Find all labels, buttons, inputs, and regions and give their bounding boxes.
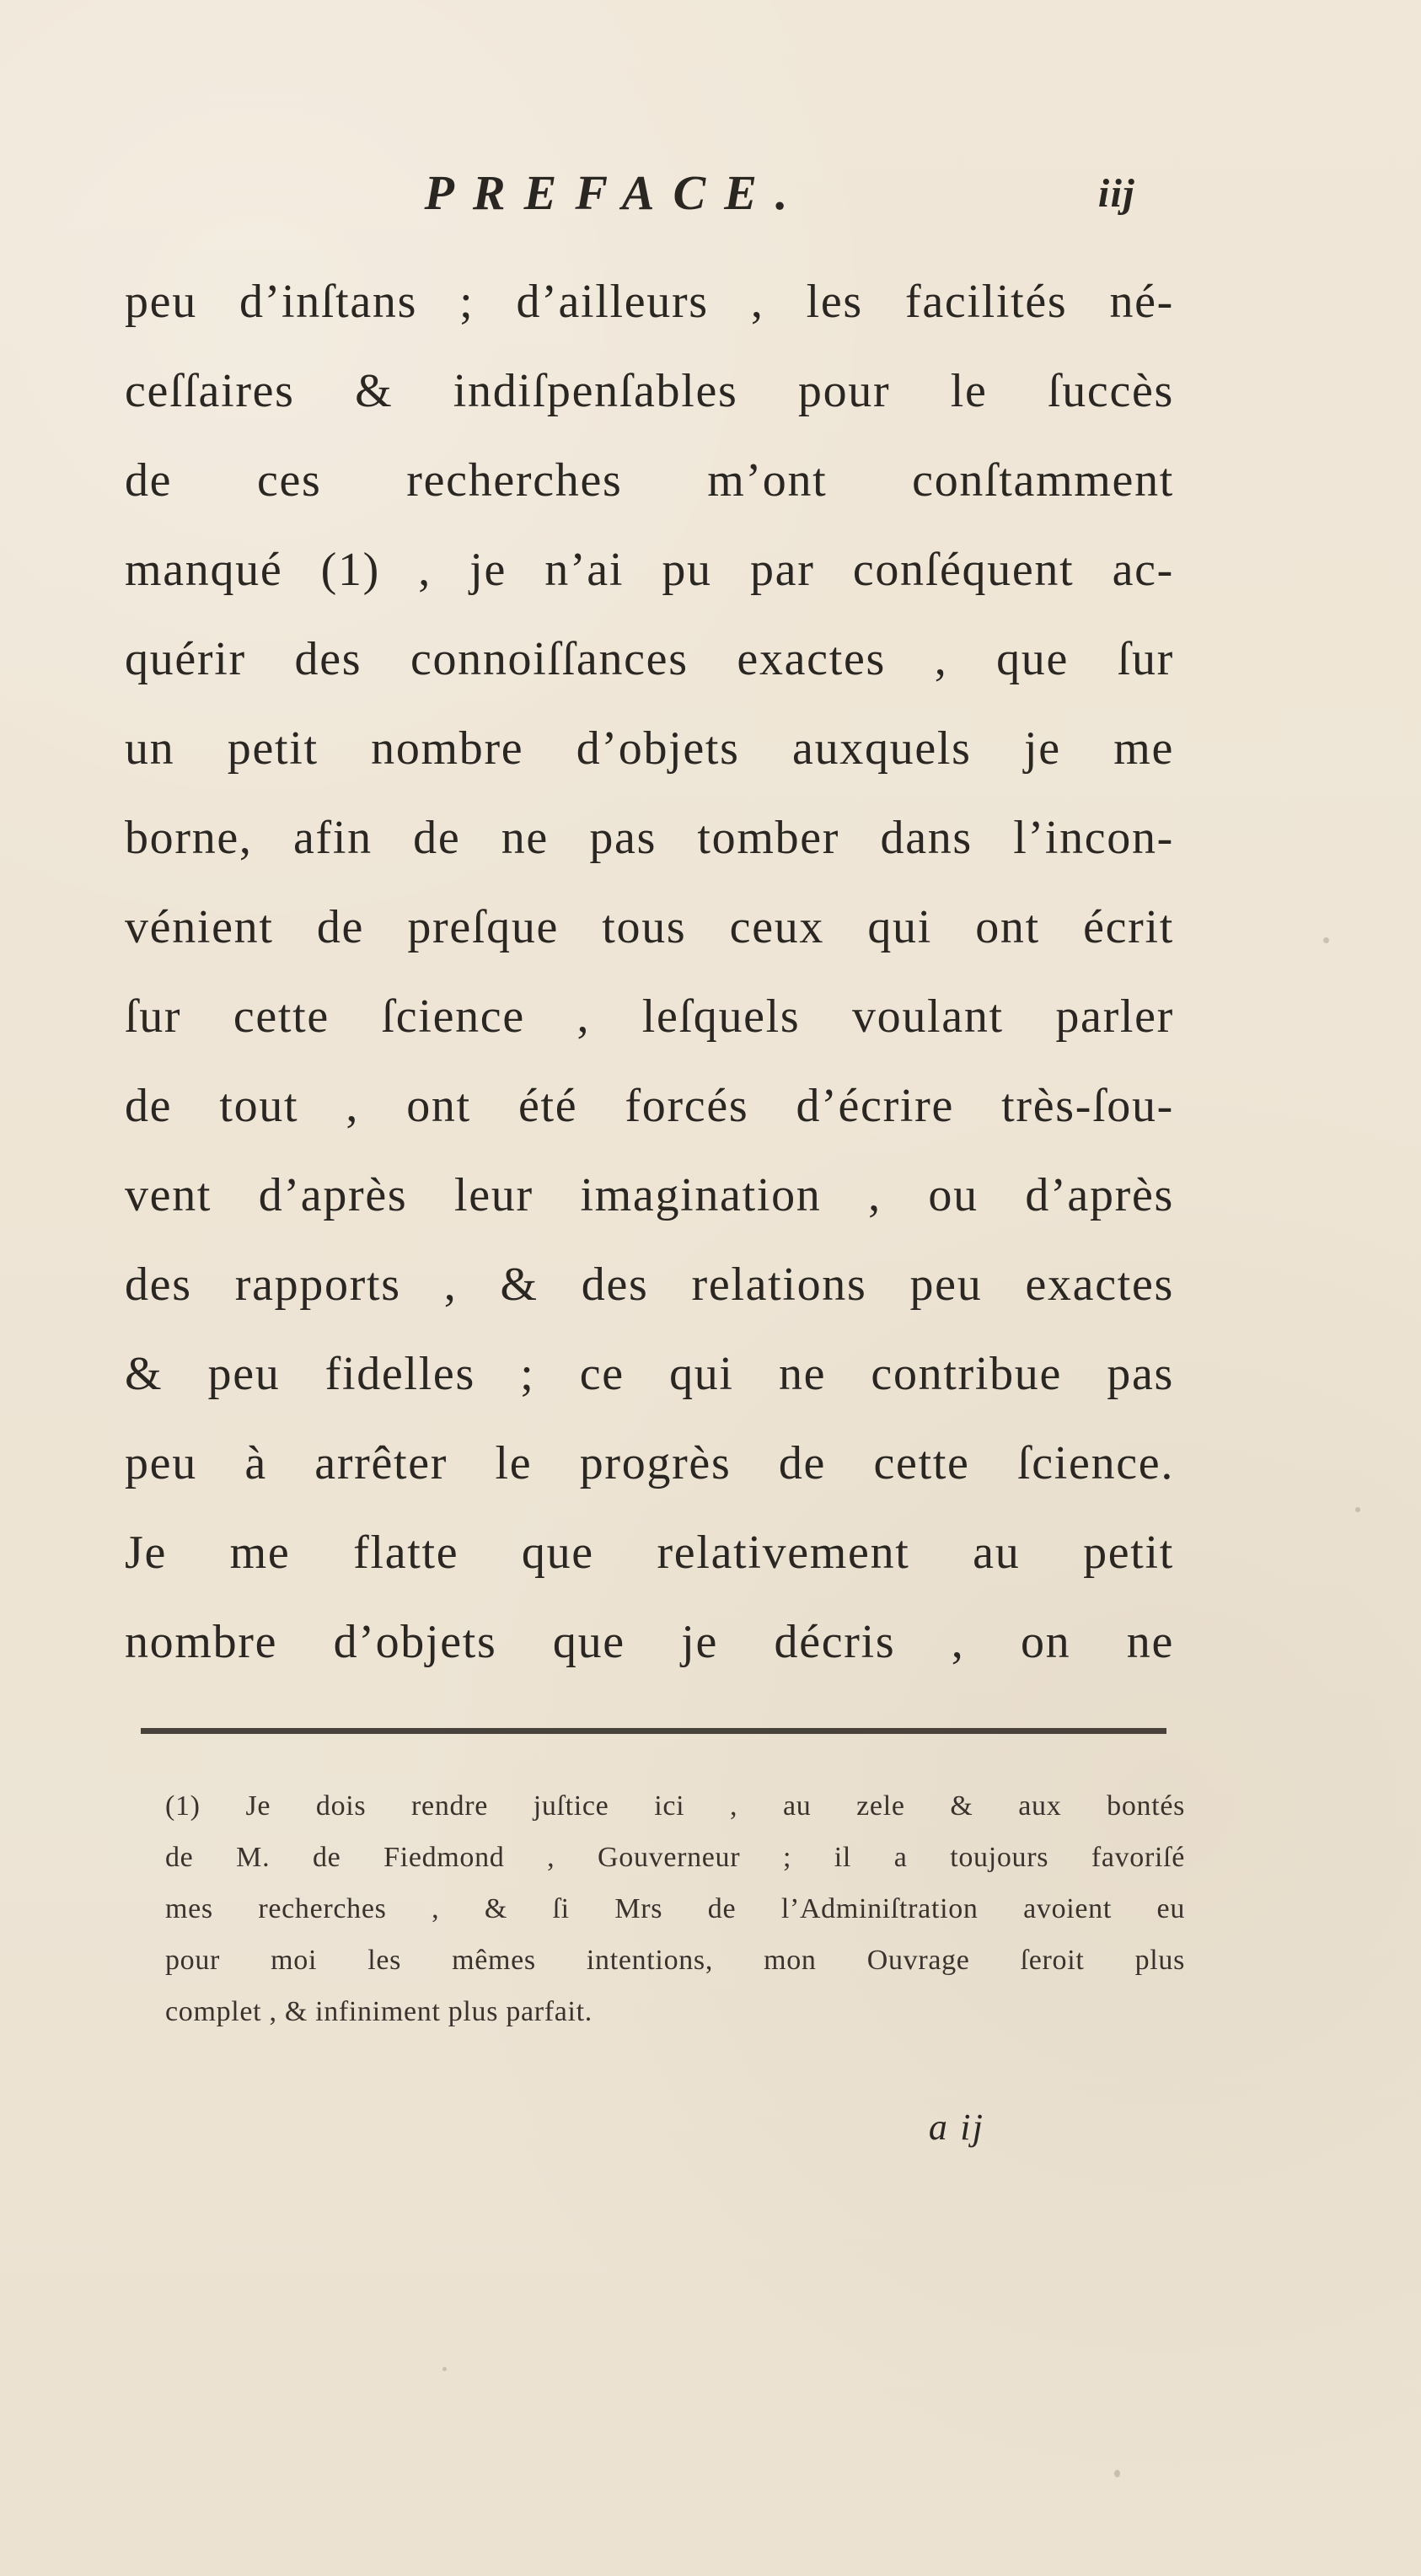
text-line: de ces recherches m’ont conſtamment xyxy=(125,454,1174,507)
signature-mark: a ij xyxy=(928,2106,985,2148)
text-line: de tout , ont été forcés d’écrire très-ſou- xyxy=(125,1080,1174,1132)
text-line: nombre d’objets que je décris , on ne xyxy=(125,1616,1174,1668)
text-line: ſur cette ſcience , leſquels voulant parler xyxy=(125,990,1174,1043)
main-text xyxy=(125,257,1174,1687)
text-line: Je me flatte que relativement au petit xyxy=(125,1527,1174,1579)
footnote-rule xyxy=(141,1728,1166,1734)
footnote xyxy=(165,1780,1185,2037)
text-line: quérir des connoiſſances exactes , que ſur xyxy=(125,633,1174,685)
paper-speck xyxy=(1355,1507,1360,1512)
text-line: peu à arrêter le progrès de cette ſcience. xyxy=(125,1437,1174,1489)
text-line: peu d’inſtans ; d’ailleurs , les facilités né- xyxy=(125,276,1174,328)
footnote-line: (1) Je dois rendre juſtice ici , au zele & aux bontés xyxy=(165,1790,1185,1822)
text-line: & peu fidelles ; ce qui ne contribue pas xyxy=(125,1348,1174,1400)
footnote-line: pour moi les mêmes intentions, mon Ouvrage ſeroit plus xyxy=(165,1945,1185,1976)
text-line: des rapports , & des relations peu exactes xyxy=(125,1258,1174,1311)
text-line: vénient de preſque tous ceux qui ont écrit xyxy=(125,901,1174,953)
text-line: vent d’après leur imagination , ou d’après xyxy=(125,1169,1174,1221)
page-number: iij xyxy=(1097,171,1136,216)
paper-speck xyxy=(1114,2470,1120,2477)
footnote-line: de M. de Fiedmond , Gouverneur ; il a toujours favoriſé xyxy=(165,1842,1185,1873)
footnote-line: complet , & infiniment plus parfait. xyxy=(165,1996,593,2027)
footnote-line: mes recherches , & ſi Mrs de l’Adminiſtration avoient eu xyxy=(165,1893,1185,1924)
text-line: borne, afin de ne pas tomber dans l’incon- xyxy=(125,812,1174,864)
text-line: ceſſaires & indiſpenſables pour le ſuccès xyxy=(125,365,1174,417)
text-line: un petit nombre d’objets auxquels je me xyxy=(125,722,1174,775)
paper-speck xyxy=(1323,937,1329,943)
page-title: PREFACE. xyxy=(424,165,807,220)
text-line: manqué (1) , je n’ai pu par conſéquent ac- xyxy=(125,544,1174,596)
running-head xyxy=(0,165,1421,244)
paper-speck xyxy=(442,2367,447,2371)
